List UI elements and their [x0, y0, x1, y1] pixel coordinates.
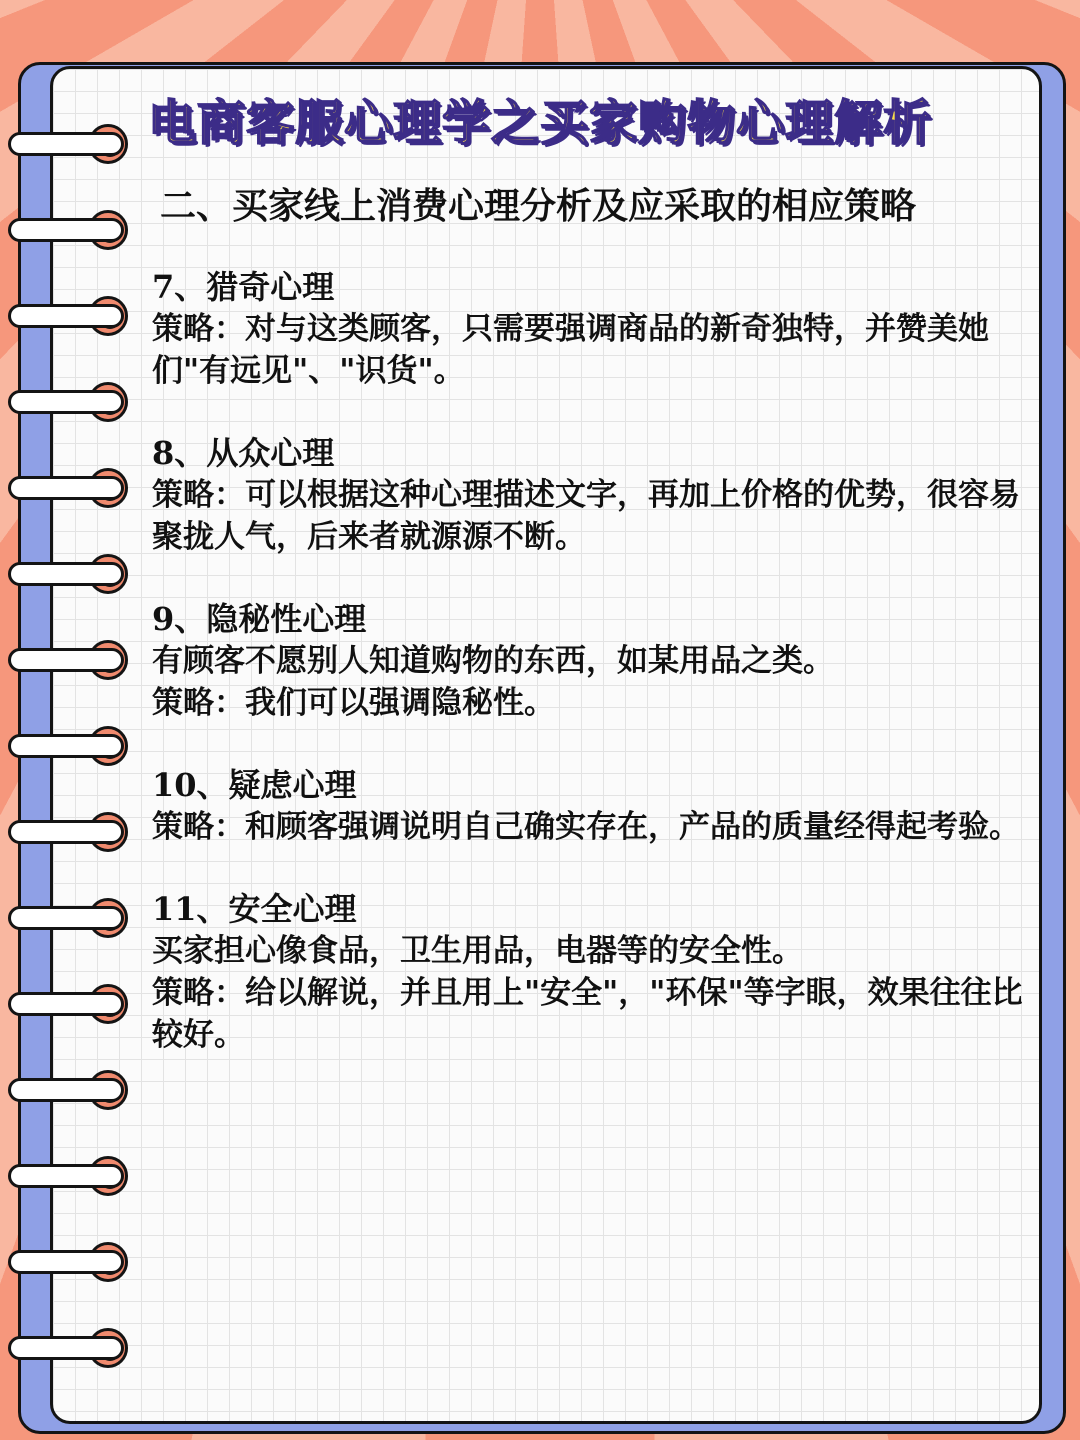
section-text: 策略：可以根据这种心理描述文字，再加上价格的优势，很容易聚拢人气，后来者就源源不断。 — [152, 477, 1020, 555]
ring-wire — [8, 304, 124, 328]
section-text: 策略：我们可以强调隐秘性。 — [152, 685, 555, 721]
spiral-ring — [8, 1240, 128, 1284]
content-body — [152, 266, 1032, 1096]
ring-wire — [8, 906, 124, 930]
ring-wire — [8, 648, 124, 672]
spiral-ring — [8, 638, 128, 682]
ring-wire — [8, 1250, 124, 1274]
section-text: 策略：对与这类顾客，只需要强调商品的新奇独特，并赞美她们"有远见"、"识货"。 — [152, 311, 989, 389]
section-text: 有顾客不愿别人知道购物的东西，如某用品之类。 — [152, 643, 834, 679]
section-subtitle: 二、买家线上消费心理分析及应采取的相应策略 — [160, 186, 917, 227]
section-doubt — [152, 764, 1032, 848]
spiral-ring — [8, 1154, 128, 1198]
spiral-ring — [8, 208, 128, 252]
section-curiosity — [152, 266, 1032, 392]
section-heading: 9、隐秘性心理 — [152, 600, 367, 638]
spiral-ring — [8, 294, 128, 338]
ring-wire — [8, 1164, 124, 1188]
section-safety — [152, 888, 1032, 1056]
ring-wire — [8, 734, 124, 758]
ring-wire — [8, 1078, 124, 1102]
ring-wire — [8, 390, 124, 414]
spiral-ring — [8, 380, 128, 424]
spiral-ring — [8, 1326, 128, 1370]
page-title: 电商客服心理学之买家购物心理解析 — [147, 95, 932, 151]
ring-wire — [8, 820, 124, 844]
section-heading: 7、猎奇心理 — [152, 268, 335, 306]
ring-wire — [8, 218, 124, 242]
section-heading: 11、安全心理 — [152, 890, 357, 928]
spiral-ring — [8, 552, 128, 596]
spiral-ring — [8, 724, 128, 768]
spiral-ring — [8, 1068, 128, 1112]
ring-wire — [8, 1336, 124, 1360]
section-text: 买家担心像食品，卫生用品，电器等的安全性。 — [152, 933, 803, 969]
ring-wire — [8, 992, 124, 1016]
spiral-ring — [8, 466, 128, 510]
spiral-ring — [8, 896, 128, 940]
section-text: 策略：给以解说，并且用上"安全"，"环保"等字眼，效果往往比较好。 — [152, 975, 1023, 1053]
section-conformity — [152, 432, 1032, 558]
spiral-ring — [8, 982, 128, 1026]
ring-wire — [8, 562, 124, 586]
spiral-ring — [8, 810, 128, 854]
section-heading: 10、疑虑心理 — [152, 766, 357, 804]
section-heading: 8、从众心理 — [152, 434, 335, 472]
ring-wire — [8, 476, 124, 500]
section-text: 策略：和顾客强调说明自己确实存在，产品的质量经得起考验。 — [152, 809, 1020, 845]
section-privacy — [152, 598, 1032, 724]
